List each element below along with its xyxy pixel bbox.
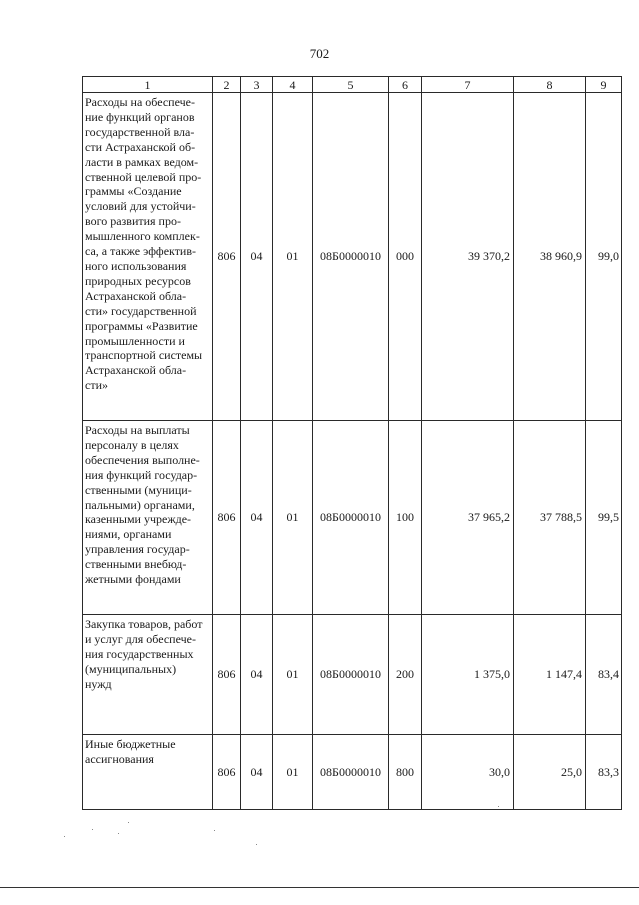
table-row [83, 615, 622, 735]
table-row [83, 421, 622, 615]
executed-amount: 25,0 [514, 735, 586, 810]
expense-type-code: 800 [389, 735, 422, 810]
page-number: 702 [309, 46, 330, 61]
scan-speck [256, 844, 257, 845]
budget-table [82, 76, 622, 810]
expense-type-code: 200 [389, 615, 422, 735]
table-row [83, 735, 622, 810]
scan-speck [92, 829, 93, 830]
header-cell: 1 [83, 77, 213, 93]
target-article-code: 08Б0000010 [313, 735, 389, 810]
scan-speck [64, 836, 65, 837]
ministry-code: 806 [213, 735, 241, 810]
header-cell: 4 [273, 77, 313, 93]
subsection-code: 01 [273, 615, 313, 735]
expense-type-code: 000 [389, 93, 422, 421]
header-cell: 2 [213, 77, 241, 93]
scan-speck [214, 830, 215, 831]
header-row [83, 77, 622, 93]
execution-percent: 99,0 [586, 93, 622, 421]
execution-percent: 83,4 [586, 615, 622, 735]
ministry-code: 806 [213, 421, 241, 615]
header-cell: 9 [586, 77, 622, 93]
scan-speck [498, 806, 499, 807]
execution-percent: 83,3 [586, 735, 622, 810]
ministry-code: 806 [213, 93, 241, 421]
execution-percent: 99,5 [586, 421, 622, 615]
planned-amount: 39 370,2 [422, 93, 514, 421]
expense-description: Расходы на выплаты персоналу в целях обеспечения выполне- ния функций государ- ственными (муници- пальными) органами, казенными учрежде- ниями, органами управления государ- ственными внебюд- жетными фондами [83, 421, 213, 615]
expense-description: Иные бюджетные ассигнования [83, 735, 213, 810]
expense-description: Закупка товаров, работ и услуг для обеспече- ния государственных (муниципальных) нужд [83, 615, 213, 735]
executed-amount: 1 147,4 [514, 615, 586, 735]
expense-description: Расходы на обеспече- ние функций органов государственной вла- сти Астраханской об- ласти в рамках ведом- ственной целевой про- граммы «Создание условий для устойчи- вого развития про- мышленного комплек- са, а также эффектив- ного использования природных ресурсов Астраханской обла- сти» государственной программы «Развитие промышленности и транспортной системы Астраханской обла- сти» [83, 93, 213, 421]
expense-type-code: 100 [389, 421, 422, 615]
subsection-code: 01 [273, 93, 313, 421]
planned-amount: 30,0 [422, 735, 514, 810]
header-cell: 7 [422, 77, 514, 93]
executed-amount: 37 788,5 [514, 421, 586, 615]
section-code: 04 [241, 615, 273, 735]
section-code: 04 [241, 735, 273, 810]
scan-speck [128, 822, 129, 823]
planned-amount: 37 965,2 [422, 421, 514, 615]
header-cell: 6 [389, 77, 422, 93]
section-code: 04 [241, 93, 273, 421]
planned-amount: 1 375,0 [422, 615, 514, 735]
header-cell: 8 [514, 77, 586, 93]
table-row [83, 93, 622, 421]
section-code: 04 [241, 421, 273, 615]
ministry-code: 806 [213, 615, 241, 735]
scan-speck [118, 833, 119, 834]
executed-amount: 38 960,9 [514, 93, 586, 421]
page-bottom-rule [0, 887, 639, 888]
target-article-code: 08Б0000010 [313, 421, 389, 615]
target-article-code: 08Б0000010 [313, 93, 389, 421]
subsection-code: 01 [273, 735, 313, 810]
subsection-code: 01 [273, 421, 313, 615]
header-cell: 3 [241, 77, 273, 93]
header-cell: 5 [313, 77, 389, 93]
target-article-code: 08Б0000010 [313, 615, 389, 735]
